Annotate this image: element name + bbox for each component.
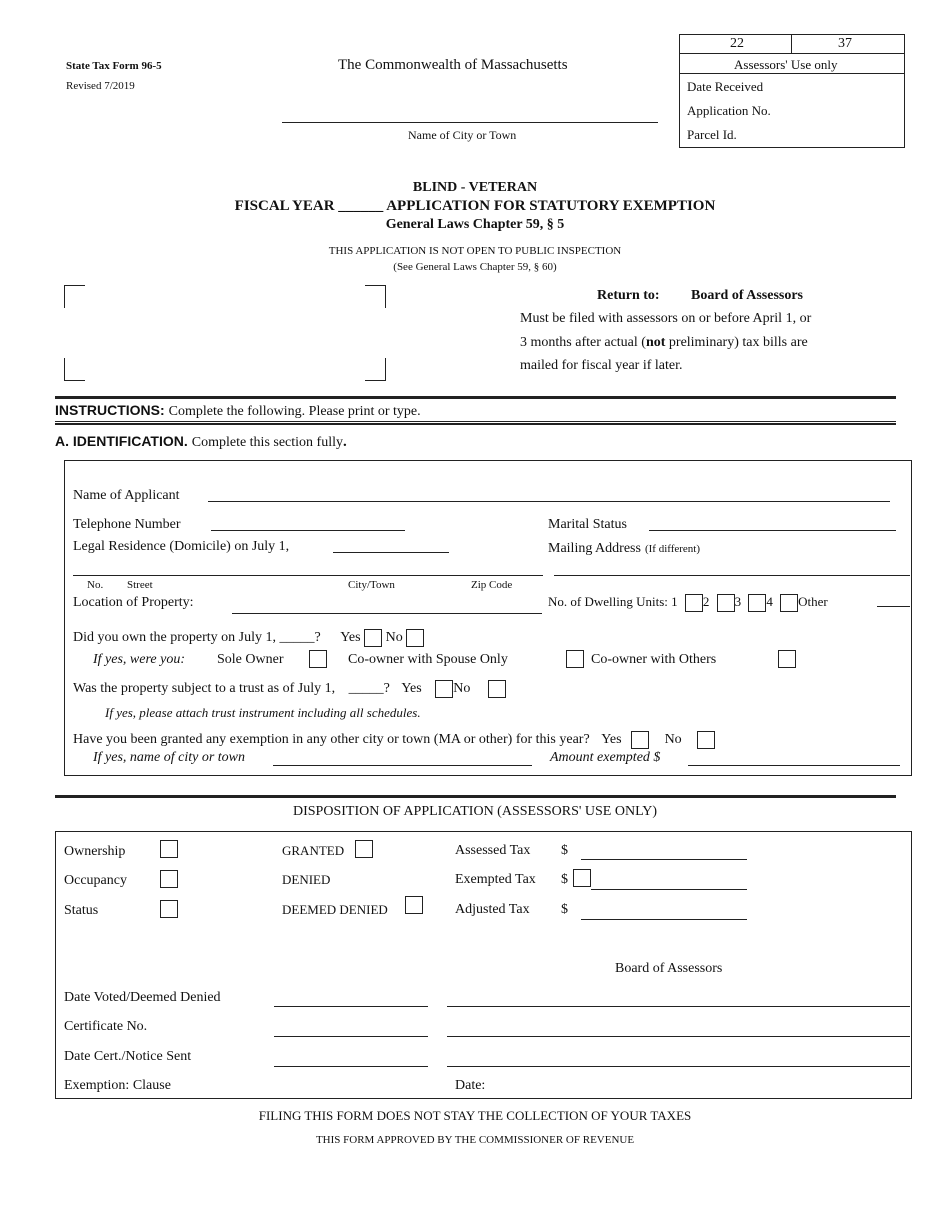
city-town-field[interactable] xyxy=(282,122,658,123)
filing-deadline-line1: Must be filed with assessors on or before April 1, or xyxy=(520,311,812,326)
status-label: Status xyxy=(64,903,99,918)
section-a-text: Complete this section fully xyxy=(191,435,343,450)
amount-exempted-field[interactable] xyxy=(688,765,900,766)
window-corner-bl xyxy=(64,358,85,381)
own-property-question: Did you own the property on July 1, xyxy=(73,630,276,646)
co-owner-spouse-label: Co-owner with Spouse Only xyxy=(348,652,508,667)
exemption-question: Have you been granted any exemption in any other city or town (MA or other) for this year? xyxy=(73,732,590,748)
instructions-rule-thin xyxy=(55,421,896,422)
marital-status-field[interactable] xyxy=(649,530,896,531)
mailing-address-label: Mailing Address (If different) xyxy=(548,541,701,556)
instructions-row xyxy=(55,402,421,420)
sub-city-label: City/Town xyxy=(348,579,395,591)
instructions-top-rule xyxy=(55,396,896,399)
assessor-number-1: 22 xyxy=(730,36,744,51)
window-corner-tr xyxy=(365,285,386,308)
exempted-tax-field[interactable] xyxy=(591,889,747,890)
instructions-label: INSTRUCTIONS: xyxy=(55,402,165,418)
deemed-denied-checkbox[interactable] xyxy=(405,896,423,914)
legal-residence-year-field[interactable] xyxy=(333,552,449,553)
telephone-label: Telephone Number xyxy=(73,517,181,532)
exempted-tax-label: Exempted Tax xyxy=(455,872,536,887)
adjusted-tax-label: Adjusted Tax xyxy=(455,902,530,917)
signature-line-1[interactable] xyxy=(447,1006,910,1007)
instructions-rule-thick xyxy=(55,423,896,425)
co-owner-others-label: Co-owner with Others xyxy=(591,652,717,667)
instructions-text: Complete the following. Please print or type. xyxy=(168,404,421,419)
form-title-fiscal-year: FISCAL YEAR ______ APPLICATION FOR STATUTORY EXEMPTION xyxy=(234,198,716,214)
adjusted-tax-field[interactable] xyxy=(581,919,747,920)
filing-deadline-line3: mailed for fiscal year if later. xyxy=(520,358,683,373)
ownership-checkbox[interactable] xyxy=(160,840,178,858)
exemption-row: Have you been granted any exemption in any other city or town (MA or other) for this year? Yes No xyxy=(73,731,715,749)
sub-zip-label: Zip Code xyxy=(471,579,513,591)
sub-street-label: Street xyxy=(127,579,153,591)
ownership-label: Ownership xyxy=(64,844,126,859)
location-property-label: Location of Property: xyxy=(73,595,194,610)
certificate-no-label: Certificate No. xyxy=(64,1019,148,1034)
sole-owner-checkbox[interactable] xyxy=(309,650,327,668)
date-voted-field[interactable] xyxy=(274,1006,428,1007)
return-to-label: Return to: xyxy=(597,288,660,303)
dwelling-4-checkbox[interactable] xyxy=(780,594,798,612)
granted-label: GRANTED xyxy=(282,843,345,858)
trust-no-checkbox[interactable] xyxy=(488,680,506,698)
inspection-law-note: (See General Laws Chapter 59, § 60) xyxy=(393,261,557,273)
if-yes-city-label: If yes, name of city or town xyxy=(93,750,246,765)
footer-line-2: THIS FORM APPROVED BY THE COMMISSIONER OF REVENUE xyxy=(315,1134,635,1146)
status-checkbox[interactable] xyxy=(160,900,178,918)
trust-question: Was the property subject to a trust as of July 1, xyxy=(73,681,336,697)
dwelling-2-checkbox[interactable] xyxy=(717,594,735,612)
dwelling-3-checkbox[interactable] xyxy=(748,594,766,612)
own-no-checkbox[interactable] xyxy=(406,629,424,647)
dwelling-other-field[interactable] xyxy=(877,606,910,607)
revised-date: Revised 7/2019 xyxy=(66,80,135,92)
section-a-label: A. IDENTIFICATION. xyxy=(55,433,188,449)
dwelling-units-row: No. of Dwelling Units: 1 2 3 4 Other xyxy=(548,594,828,612)
board-of-assessors-label: Board of Assessors xyxy=(615,961,723,976)
exempted-tax-checkbox[interactable] xyxy=(573,869,591,887)
parcel-id-label: Parcel Id. xyxy=(687,127,737,142)
occupancy-checkbox[interactable] xyxy=(160,870,178,888)
legal-residence-label: Legal Residence (Domicile) on July 1, xyxy=(73,539,290,554)
filing-deadline-line2: 3 months after actual (not preliminary) tax bills are xyxy=(520,335,808,350)
exemption-clause-label: Exemption: Clause xyxy=(64,1078,171,1093)
window-corner-br xyxy=(365,358,386,381)
granted-checkbox[interactable] xyxy=(355,840,373,858)
exemption-yes-checkbox[interactable] xyxy=(631,731,649,749)
occupancy-label: Occupancy xyxy=(64,873,127,888)
co-owner-spouse-checkbox[interactable] xyxy=(566,650,584,668)
dwelling-1-checkbox[interactable] xyxy=(685,594,703,612)
exempted-tax-dollar: $ xyxy=(561,872,568,887)
sole-owner-label: Sole Owner xyxy=(217,652,284,667)
adjusted-tax-dollar: $ xyxy=(561,902,568,917)
date-label: Date: xyxy=(455,1078,486,1093)
footer-line-1: FILING THIS FORM DOES NOT STAY THE COLLECTION OF YOUR TAXES xyxy=(258,1108,692,1123)
own-property-row: Did you own the property on July 1, _____? Yes No xyxy=(73,629,424,647)
trust-row: Was the property subject to a trust as of July 1, _____? Yes No xyxy=(73,680,506,698)
disposition-title: DISPOSITION OF APPLICATION (ASSESSORS' USE ONLY) xyxy=(292,804,657,819)
deemed-denied-label: DEEMED DENIED xyxy=(282,902,388,917)
disposition-top-rule xyxy=(55,795,896,798)
city-town-label: Name of City or Town xyxy=(408,128,517,142)
co-owner-others-checkbox[interactable] xyxy=(778,650,796,668)
window-corner-tl xyxy=(64,285,85,308)
legal-residence-address-field[interactable] xyxy=(73,575,543,576)
telephone-field[interactable] xyxy=(211,530,405,531)
dwelling-units-label: No. of Dwelling Units: 1 xyxy=(548,594,678,609)
certificate-no-field[interactable] xyxy=(274,1036,428,1037)
marital-status-label: Marital Status xyxy=(548,517,627,532)
form-title-law: General Laws Chapter 59, § 5 xyxy=(385,217,565,232)
commonwealth-title: The Commonwealth of Massachusetts xyxy=(338,57,568,73)
date-received-label: Date Received xyxy=(687,79,764,94)
assessed-tax-label: Assessed Tax xyxy=(455,843,531,858)
application-no-label: Application No. xyxy=(687,103,771,118)
name-applicant-field[interactable] xyxy=(208,501,890,502)
form-title-blind-veteran: BLIND - VETERAN xyxy=(412,180,538,195)
assessor-number-2: 37 xyxy=(838,36,852,51)
own-yes-checkbox[interactable] xyxy=(364,629,382,647)
assessors-use-box xyxy=(679,34,905,148)
location-property-field[interactable] xyxy=(232,613,542,614)
mailing-address-field[interactable] xyxy=(554,575,910,576)
date-voted-label: Date Voted/Deemed Denied xyxy=(64,990,221,1005)
exemption-city-field[interactable] xyxy=(273,765,532,766)
section-a-heading: A. IDENTIFICATION. Complete this section fully. xyxy=(55,433,347,450)
identification-box xyxy=(64,460,912,776)
signature-line-3[interactable] xyxy=(447,1066,910,1067)
sub-no-label: No. xyxy=(87,579,104,591)
amount-exempted-label: Amount exempted $ xyxy=(550,750,661,765)
date-cert-label: Date Cert./Notice Sent xyxy=(64,1049,192,1064)
assessors-use-only-label: Assessors' Use only xyxy=(734,57,838,72)
assessed-tax-dollar: $ xyxy=(561,843,568,858)
form-code: State Tax Form 96-5 xyxy=(66,60,162,72)
date-cert-field[interactable] xyxy=(274,1066,428,1067)
trust-yes-checkbox[interactable] xyxy=(435,680,453,698)
assessed-tax-field[interactable] xyxy=(581,859,747,860)
trust-note: If yes, please attach trust instrument including all schedules. xyxy=(105,705,421,720)
signature-line-2[interactable] xyxy=(447,1036,910,1037)
denied-label: DENIED xyxy=(282,872,331,887)
not-public-notice: THIS APPLICATION IS NOT OPEN TO PUBLIC INSPECTION xyxy=(328,245,622,257)
return-to-board: Board of Assessors xyxy=(691,288,804,303)
exemption-no-checkbox[interactable] xyxy=(697,731,715,749)
if-yes-were-label: If yes, were you: xyxy=(93,652,185,667)
name-applicant-label: Name of Applicant xyxy=(73,488,180,503)
